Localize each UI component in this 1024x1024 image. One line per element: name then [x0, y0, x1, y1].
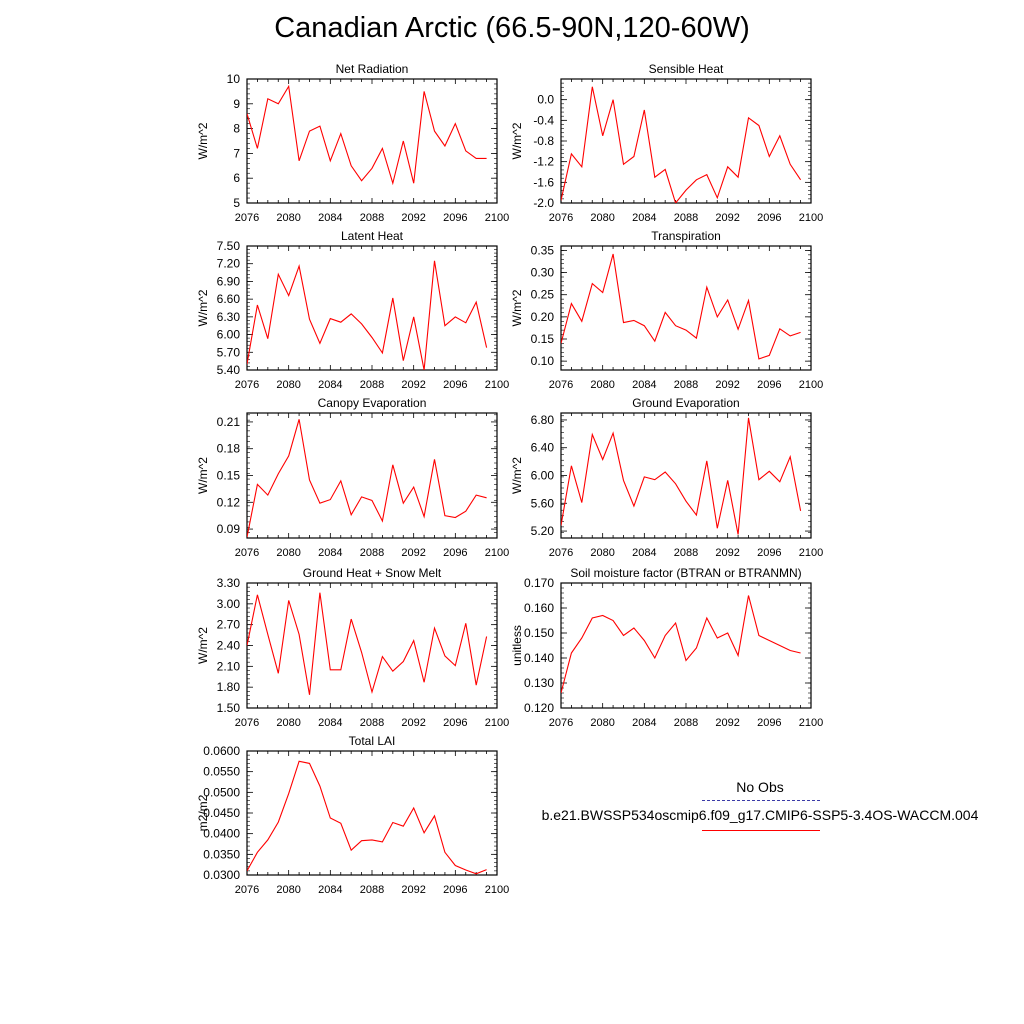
y-tick-label: 6.60	[216, 292, 240, 307]
x-tick-label: 2092	[401, 212, 426, 224]
x-tick-label: 2076	[234, 884, 260, 896]
x-tick-label: 2096	[757, 717, 782, 729]
legend-obs-dash-line	[702, 800, 820, 801]
y-tick-label: 0.0	[537, 92, 554, 107]
y-tick-label: -1.6	[533, 175, 554, 190]
plot-frame	[561, 246, 811, 370]
y-tick-label: 0.160	[523, 601, 554, 615]
panel-title: Sensible Heat	[648, 62, 724, 76]
series-line	[561, 87, 801, 203]
y-tick-label: 3.00	[216, 596, 240, 611]
x-tick-label: 2092	[715, 212, 740, 224]
x-tick-label: 2080	[590, 212, 615, 224]
series-line	[247, 261, 487, 370]
y-tick-label: -0.8	[533, 134, 554, 148]
series-line	[561, 254, 801, 359]
x-tick-label: 2076	[234, 717, 260, 729]
x-tick-label: 2096	[443, 212, 468, 224]
x-tick-label: 2076	[548, 547, 574, 559]
y-tick-label: 0.18	[216, 441, 240, 456]
chart-panel	[510, 566, 823, 729]
chart-panel	[196, 396, 509, 559]
y-tick-label: 9	[233, 96, 240, 111]
y-tick-label: 0.21	[216, 414, 240, 429]
y-tick-label: 7	[233, 146, 240, 161]
y-tick-label: 0.15	[216, 468, 240, 483]
x-tick-label: 2084	[318, 547, 343, 559]
y-tick-label: 0.0450	[203, 806, 240, 820]
y-tick-label: 0.15	[530, 332, 554, 346]
x-tick-label: 2100	[484, 379, 510, 391]
legend-case-line	[702, 830, 820, 831]
panel-title: Ground Evaporation	[632, 396, 740, 410]
x-tick-label: 2080	[590, 379, 615, 391]
panel-title: Soil moisture factor (BTRAN or BTRANMN)	[570, 566, 802, 580]
y-tick-label: -2.0	[533, 196, 554, 210]
x-tick-label: 2088	[359, 212, 385, 224]
x-tick-label: 2092	[715, 547, 740, 559]
y-tick-label: 0.35	[530, 243, 554, 258]
plot-frame	[247, 79, 497, 203]
x-tick-label: 2088	[673, 379, 699, 391]
x-tick-label: 2092	[401, 717, 426, 729]
plot-frame	[247, 583, 497, 708]
x-tick-label: 2092	[715, 379, 740, 391]
x-tick-label: 2088	[359, 379, 385, 391]
main-title: Canadian Arctic (66.5-90N,120-60W)	[274, 12, 750, 44]
x-tick-label: 2088	[673, 547, 699, 559]
x-tick-label: 2088	[673, 212, 699, 224]
y-axis-label: W/m^2	[196, 457, 210, 494]
y-tick-label: 0.170	[523, 576, 554, 590]
x-tick-label: 2080	[276, 547, 301, 559]
x-tick-label: 2100	[484, 212, 510, 224]
y-tick-label: 2.70	[216, 617, 240, 632]
chart-panel	[510, 396, 823, 559]
y-axis-label: W/m^2	[196, 122, 210, 160]
x-tick-label: 2096	[443, 379, 468, 391]
y-tick-label: -1.2	[533, 154, 554, 169]
x-tick-label: 2100	[798, 379, 824, 391]
y-tick-label: 5.70	[216, 345, 240, 360]
x-tick-label: 2084	[318, 379, 343, 391]
y-tick-label: 5.60	[530, 496, 554, 511]
x-tick-label: 2096	[443, 547, 468, 559]
y-tick-label: 0.130	[523, 676, 554, 690]
y-tick-label: 0.12	[216, 495, 240, 510]
panel-title: Transpiration	[651, 229, 721, 243]
chart-panel	[196, 566, 509, 729]
x-tick-label: 2088	[359, 547, 385, 559]
x-tick-label: 2076	[548, 717, 574, 729]
x-tick-label: 2088	[359, 717, 385, 729]
panel-title: Net Radiation	[335, 62, 409, 76]
y-tick-label: 0.0500	[203, 785, 240, 800]
x-tick-label: 2096	[443, 884, 468, 896]
y-tick-label: 0.25	[530, 287, 554, 302]
y-axis-label: W/m^2	[510, 289, 524, 327]
y-tick-label: 6.90	[216, 274, 240, 289]
x-tick-label: 2100	[798, 547, 824, 559]
plot-frame	[247, 246, 497, 370]
x-tick-label: 2100	[484, 547, 510, 559]
x-tick-label: 2092	[401, 379, 426, 391]
x-tick-label: 2080	[590, 717, 615, 729]
y-tick-label: 5	[233, 196, 240, 210]
y-tick-label: 0.150	[523, 626, 554, 640]
panel-title: Latent Heat	[340, 229, 404, 243]
x-tick-label: 2100	[798, 212, 824, 224]
series-line	[247, 593, 487, 695]
y-tick-label: 5.20	[530, 524, 554, 539]
x-tick-label: 2092	[715, 717, 740, 729]
y-tick-label: 0.10	[530, 354, 554, 369]
series-line	[247, 761, 487, 874]
x-tick-label: 2088	[359, 884, 385, 896]
x-tick-label: 2100	[484, 884, 510, 896]
x-tick-label: 2096	[443, 717, 468, 729]
y-tick-label: 0.09	[216, 522, 240, 537]
series-line	[561, 596, 801, 694]
x-tick-label: 2080	[276, 717, 301, 729]
chart-panel	[510, 229, 823, 391]
y-tick-label: -0.4	[533, 113, 554, 128]
x-tick-label: 2096	[757, 379, 782, 391]
y-tick-label: 0.140	[523, 651, 554, 665]
y-tick-label: 0.0350	[203, 847, 240, 862]
y-tick-label: 3.30	[216, 576, 240, 590]
plot-frame	[247, 751, 497, 875]
series-line	[561, 418, 801, 535]
plot-frame	[561, 583, 811, 708]
x-tick-label: 2084	[318, 717, 343, 729]
y-tick-label: 6	[233, 171, 240, 186]
x-tick-label: 2084	[318, 212, 343, 224]
y-tick-label: 0.0400	[203, 826, 240, 841]
x-tick-label: 2084	[632, 717, 657, 729]
x-tick-label: 2076	[234, 379, 260, 391]
chart-panel	[196, 229, 509, 391]
legend-case-label: b.e21.BWSSP534oscmip6.f09_g17.CMIP6-SSP5-3.4OS-WACCM.004	[541, 807, 979, 823]
y-tick-label: 2.40	[216, 638, 240, 653]
y-tick-label: 1.80	[216, 680, 240, 695]
panel-title: Canopy Evaporation	[317, 396, 427, 410]
chart-panel	[196, 62, 509, 224]
x-tick-label: 2096	[757, 547, 782, 559]
x-tick-label: 2076	[548, 379, 574, 391]
x-tick-label: 2080	[590, 547, 615, 559]
y-tick-label: 0.30	[530, 265, 554, 280]
legend-obs-label: No Obs	[736, 779, 784, 795]
chart-panel	[196, 734, 509, 896]
x-tick-label: 2100	[798, 717, 824, 729]
x-tick-label: 2080	[276, 379, 301, 391]
x-tick-label: 2084	[632, 379, 657, 391]
y-tick-label: 2.10	[216, 659, 240, 674]
x-tick-label: 2084	[318, 884, 343, 896]
x-tick-label: 2080	[276, 212, 301, 224]
y-tick-label: 7.50	[216, 239, 240, 253]
y-tick-label: 8	[233, 121, 240, 136]
panel-title: Ground Heat + Snow Melt	[302, 566, 442, 580]
x-tick-label: 2088	[673, 717, 699, 729]
x-tick-label: 2076	[234, 547, 260, 559]
x-tick-label: 2092	[401, 884, 426, 896]
y-tick-label: 5.40	[216, 363, 240, 377]
y-tick-label: 7.20	[216, 256, 240, 271]
y-tick-label: 6.00	[530, 468, 554, 483]
x-tick-label: 2096	[757, 212, 782, 224]
series-line	[247, 419, 487, 537]
y-axis-label: W/m^2	[510, 122, 524, 160]
y-tick-label: 6.00	[216, 327, 240, 342]
y-axis-label: W/m^2	[196, 627, 210, 664]
y-axis-label: m2/m2	[196, 794, 210, 832]
y-tick-label: 6.40	[530, 440, 554, 455]
x-tick-label: 2084	[632, 212, 657, 224]
y-axis-label: W/m^2	[510, 457, 524, 494]
x-tick-label: 2084	[632, 547, 657, 559]
y-tick-label: 0.120	[523, 701, 554, 715]
y-tick-label: 10	[226, 72, 240, 86]
x-tick-label: 2076	[234, 212, 260, 224]
y-axis-label: unitless	[510, 625, 524, 666]
y-tick-label: 0.0300	[203, 868, 240, 882]
y-axis-label: W/m^2	[196, 289, 210, 327]
chart-panel	[510, 62, 823, 224]
y-tick-label: 6.80	[530, 412, 554, 427]
x-tick-label: 2076	[548, 212, 574, 224]
x-tick-label: 2080	[276, 884, 301, 896]
panel-title: Total LAI	[348, 734, 396, 748]
series-line	[237, 86, 487, 183]
y-tick-label: 0.0550	[203, 764, 240, 779]
plot-frame	[561, 79, 811, 203]
x-tick-label: 2092	[401, 547, 426, 559]
plot-frame	[247, 413, 497, 538]
y-tick-label: 1.50	[216, 701, 240, 715]
y-tick-label: 0.0600	[203, 744, 240, 758]
y-tick-label: 6.30	[216, 309, 240, 324]
y-tick-label: 0.20	[530, 309, 554, 324]
x-tick-label: 2100	[484, 717, 510, 729]
